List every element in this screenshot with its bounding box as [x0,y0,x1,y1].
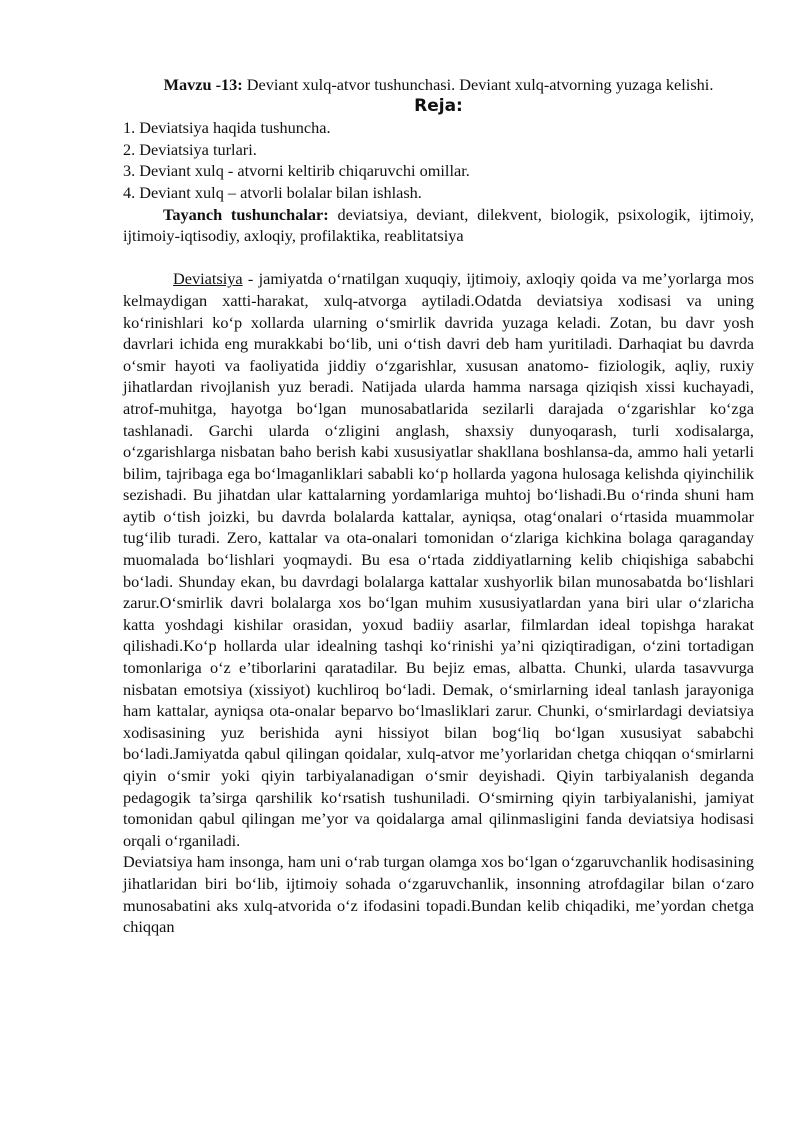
topic-text: Deviant xulq-atvor tushunchasi. Deviant xulq-atvorning yuzaga kelishi. [242,75,714,94]
keywords [123,204,754,247]
plan-item: 2. Deviatsiya turlari. [123,139,257,159]
term-deviatsiya: Deviatsiya [173,269,243,289]
keywords-text: deviatsiya, deviant, dilekvent, biologik, psixologik, ijtimoiy, ijtimoiy-iqtisodiy, axloqiy, profilaktika, reablitatsiya [123,204,755,246]
topic-label: Mavzu -13: [163,75,243,94]
paragraph-variability: Deviatsiya ham insonga, ham uni o‘rab turgan olamga xos bo‘lgan o‘zgaruvchanlik hodisasining jihatlaridan biri bo‘lib, ijtimoiy sohada o‘zgaruvchanlik, insonning atrofdagilar bilan o‘zaro munosabatini aks xulq-atvorida o‘z ifodasini topadi.Bundan kelib chiqadiki, me’yordan chetga chiqqan [123,852,754,937]
paragraph-deviation-definition [123,268,754,851]
topic-title [123,74,754,96]
paragraph-text: - jamiyatda o‘rnatilgan xuquqiy, ijtimoiy, axloqiy qoida va me’yorlarga mos kelmaydigan xatti-harakat, xulq-atvorga aytiladi.Odatda deviatsiya xodisasi va uning ko‘rinishlari ko‘p xollarda ularning o‘smirlik davrida yuzaga keladi. Zotan, bu davr yosh davrlari ichida eng murakkabi bo‘lib, uni o‘tish davri deb ham yuritiladi. Darhaqiat bu davrda o‘smir hayoti va faoliyatida jiddiy o‘zgarishlar, xususan anatomo- fiziologik, aqliy, ruxiy jihatlardan rivojlanish yuz beradi. Natijada ularda hamma narsaga qiziqish xissi kuchayadi, atrof-muhitga, hayotga bo‘lgan munosabatlarida sezilarli darajada o‘zgarishlar ko‘zga tashlanadi. Garchi ularda o‘zligini anglash, shaxsiy dunyoqarash, turli xodisalarga, o‘zgarishlarga nisbatan baho berish kabi xususiyatlar shakllana boshlansa-da, ammo hali yetarli bilim, tajribaga ega bo‘lmaganliklari sababli ko‘p hollarda yagona hulosaga kelishda qiyinchilik sezishadi. Bu jihatdan ular kattalarning yordamlariga muhtoj bo‘lishadi.Bu o‘rinda shuni ham aytib o‘tish joizki, bu davrda bolalarda kattalar, ayniqsa, otag‘onalari o‘rtasida muammolar tug‘ilib turadi. Zero, kattalar va ota-onalari tomonidan o‘zlariga kichkina bolaga qaraganday muomalada bo‘lishlari yoqmaydi. Bu esa o‘rtada ziddiyatlarning kelib chiqishiga sababchi bo‘ladi. Shunday ekan, bu davrdagi bolalarga kattalar xushyorlik bilan munosabatda bo‘lishlari zarur.O‘smirlik davri bolalarga xos bo‘lgan muhim xususiyatlardan yana biri ular o‘zlaricha katta yoshdagi kishilar orasidan, yoxud badiiy asarlar, filmlardan ideal topishga harakat qilishadi.Ko‘p hollarda ular idealning tashqi ko‘rinishi ya’ni qiziqtiradigan, o‘zini tortadigan tomonlariga o‘z e’tiborlarini qaratadilar. Bu bejiz emas, albatta. Chunki, ularda tasavvurga nisbatan emotsiya (xissiyot) kuchliroq bo‘ladi. Demak, o‘smirlarning ideal tanlash jarayoniga ham kattalar, ayniqsa ota-onalar beparvo bo‘lmasliklari zarur. Chunki, o‘smirlardagi deviatsiya xodisasining yuz berishida ayni hissiyot bilan bog‘liq bo‘lgan xususiyat sababchi bo‘ladi.Jamiyatda qabul qilingan qoidalar, xulq-atvor me’yorlaridan chetga chiqqan o‘smirlarni qiyin o‘smir yoki qiyin tarbiyalanadigan o‘smir deyishadi. Qiyin tarbiyalanish deganda pedagogik ta’sirga qarshilik ko‘rsatish tushuniladi. O‘smirning qiyin tarbiyalanishi, jamiyat tomonidan qabul qilingan me’yor va qoidalarga amal qilinmasligini fanda deviatsiya hodisasi orqali o‘rganiladi. [123,269,754,850]
plan-heading: Reja: [414,95,463,116]
plan-item: 4. Deviant xulq – atvorli bolalar bilan ishlash. [123,182,422,202]
plan-item: 1. Deviatsiya haqida tushuncha. [123,118,331,138]
keywords-label: Tayanch tushunchalar: [163,204,329,224]
blank-line [123,247,754,269]
document-page [123,74,754,938]
plan-list [123,117,754,203]
term-underlined [123,269,243,288]
plan-item: 3. Deviant xulq - atvorni keltirib chiqaruvchi omillar. [123,161,470,181]
